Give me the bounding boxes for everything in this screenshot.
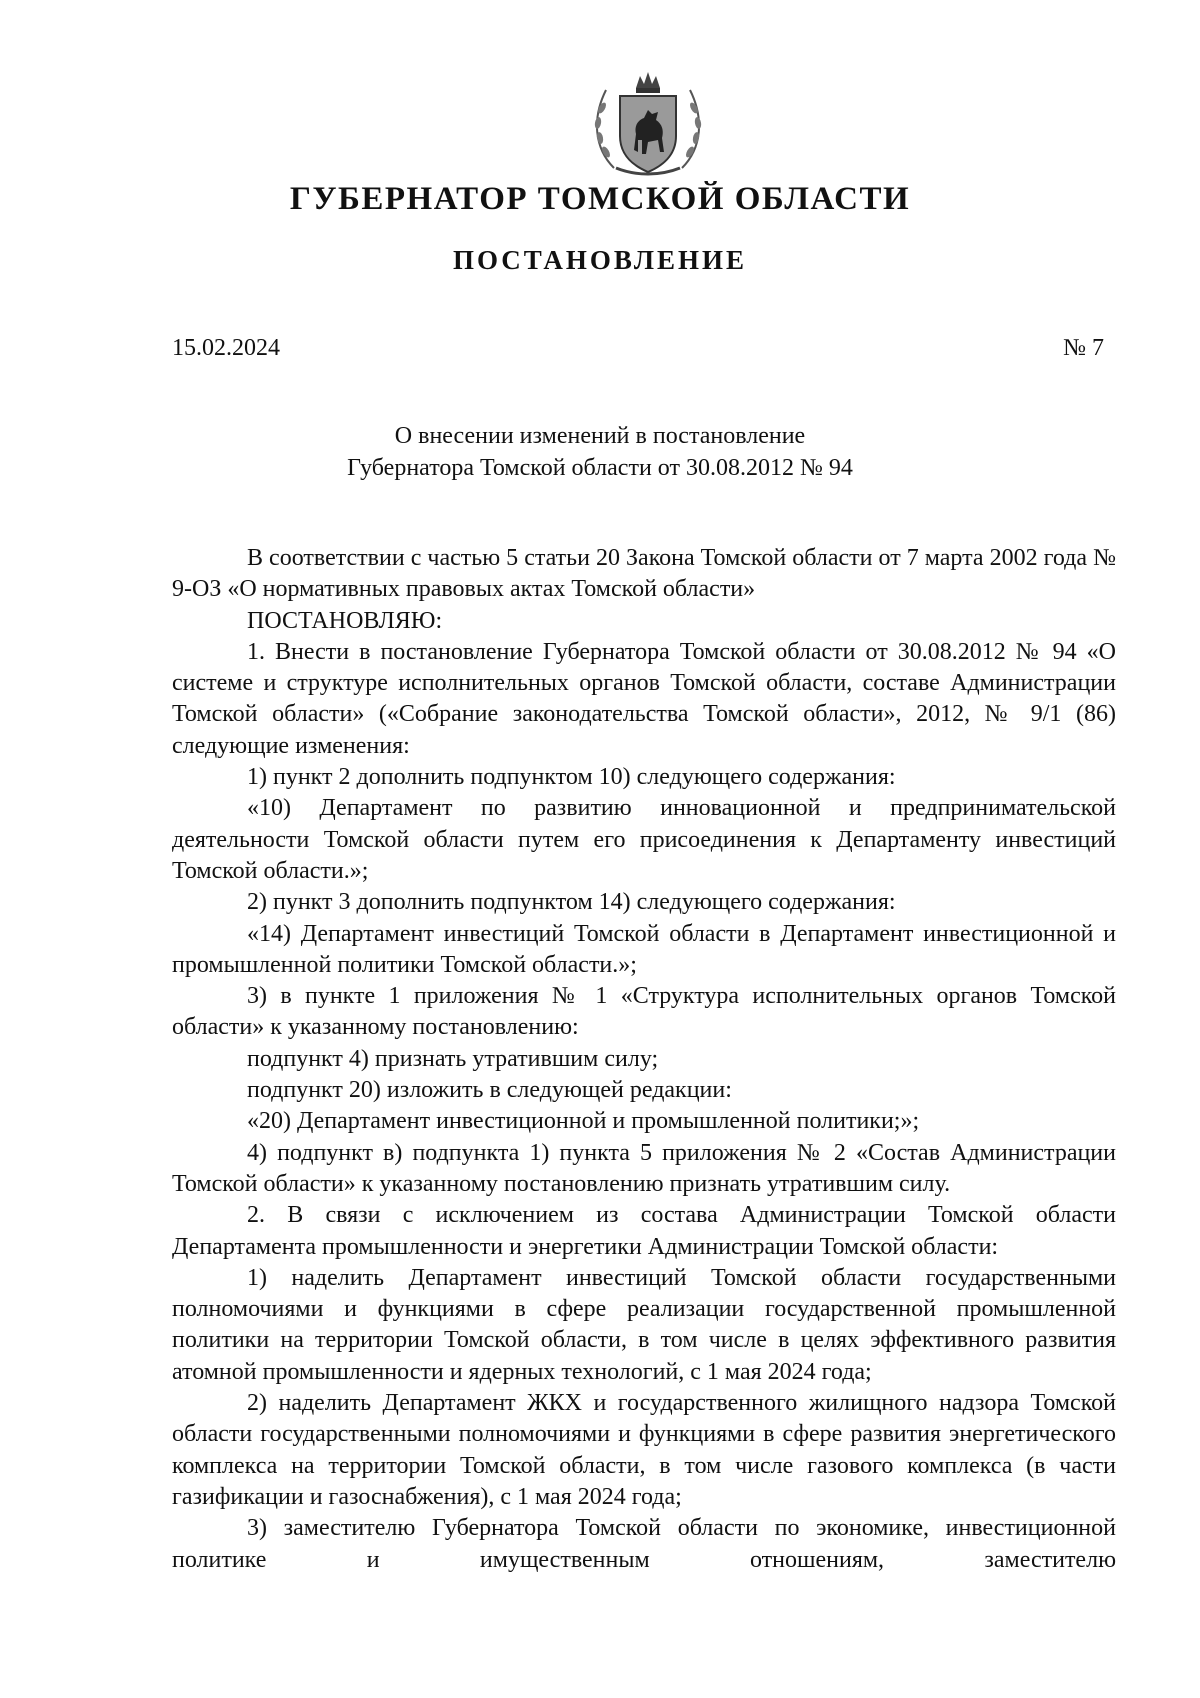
document-subject bbox=[0, 420, 1200, 484]
body-paragraph: 1) наделить Департамент инвестиций Томской области государственными полномочиями и функциями в сфере реализации государственной промышленной политики на территории Томской области, в том числе в целях эффективного развития атомной промышленности и ядерных технологий, с 1 мая 2024 года; bbox=[172, 1264, 1116, 1385]
body-paragraph: «14) Департамент инвестиций Томской области в Департамент инвестиционной и промышленной политики Томской области.»; bbox=[172, 920, 1116, 978]
body-paragraph: 2. В связи с исключением из состава Администрации Томской области Департамента промышленности и энергетики Администрации Томской области: bbox=[172, 1202, 1116, 1260]
document-number: № 7 bbox=[1063, 335, 1104, 361]
subject-line: Губернатора Томской области от 30.08.2012 № 94 bbox=[347, 455, 853, 481]
body-paragraph: 1) пункт 2 дополнить подпунктом 10) следующего содержания: bbox=[247, 764, 896, 791]
body-paragraph: В соответствии с частью 5 статьи 20 Закона Томской области от 7 марта 2002 года № 9-ОЗ «О нормативных правовых актах Томской области» bbox=[172, 545, 1116, 603]
body-paragraph: 3) в пункте 1 приложения № 1 «Структура исполнительных органов Томской области» к указанному постановлению: bbox=[172, 983, 1116, 1041]
body-paragraph: 2) пункт 3 дополнить подпунктом 14) следующего содержания: bbox=[247, 889, 896, 916]
body-paragraph: подпункт 4) признать утратившим силу; bbox=[247, 1045, 659, 1072]
resolution-keyword: ПОСТАНОВЛЯЮ: bbox=[247, 607, 443, 634]
body-paragraph: «20) Департамент инвестиционной и промышленной политики;»; bbox=[247, 1108, 920, 1135]
document-body bbox=[172, 543, 1116, 1576]
body-paragraph: подпункт 20) изложить в следующей редакции: bbox=[247, 1077, 732, 1104]
body-paragraph: 3) заместителю Губернатора Томской области по экономике, инвестиционной политике и имущественным отношениям, заместителю bbox=[172, 1515, 1116, 1573]
tomsk-oblast-coat-of-arms-icon bbox=[586, 68, 710, 178]
body-paragraph: 2) наделить Департамент ЖКХ и государственного жилищного надзора Томской области государственными полномочиями и функциями в сфере развития энергетического комплекса на территории Томской области, в том числе газового комплекса (в части газификации и газоснабжения), с 1 мая 2024 года; bbox=[172, 1390, 1116, 1510]
document-type-heading: ПОСТАНОВЛЕНИЕ bbox=[452, 245, 748, 275]
body-paragraph: 4) подпункт в) подпункта 1) пункта 5 приложения № 2 «Состав Администрации Томской области» к указанному постановлению признать утратившим силу. bbox=[172, 1139, 1116, 1197]
body-paragraph: «10) Департамент по развитию инновационной и предпринимательской деятельности Томской области путем его присоединения к Департаменту инвестиций Томской области.»; bbox=[172, 795, 1116, 884]
organization-title: ГУБЕРНАТОР ТОМСКОЙ ОБЛАСТИ bbox=[289, 181, 911, 217]
subject-line: О внесении изменений в постановление bbox=[394, 423, 806, 449]
document-date: 15.02.2024 bbox=[172, 335, 280, 361]
body-paragraph: 1. Внести в постановление Губернатора Томской области от 30.08.2012 № 94 «О системе и структуре исполнительных органов Томской области, составе Администрации Томской области» («Собрание законодательства Томской области», 2012, № 9/1 (86) следующие изменения: bbox=[172, 638, 1116, 759]
